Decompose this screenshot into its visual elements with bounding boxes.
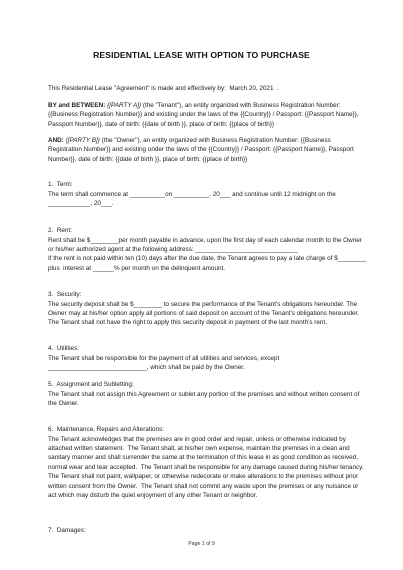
section-heading: 2. Rent:: [48, 227, 72, 234]
intro-paragraph: This Residential Lease "Agreement" is made and effectively by: March 20, 2021 .: [48, 85, 279, 92]
tenant-party-text: (the "Tenant"), an entity organized with Business Registration Number: {{Business Registration Number}} and existing under the laws of the {{Country}} / Passport: {{Passport Name}}, Passport Number}}, date of birth: {{date of birth }}, place of birth: {{place of birth}}: [48, 102, 361, 128]
owner-party-paragraph: [48, 136, 366, 164]
section-body: Rent shall be $________per month payable in advance, upon the first day of each calendar month to the Owner or his/her authorized agent at the following address: _____________________________ If the rent is not paid within ten (10) days after the due date, the Tenant agrees to pay a late charge of $________ plus interest at ______% per month on the delinquent amount.: [48, 236, 366, 272]
page-number-footer: Page 1 of 9: [188, 541, 215, 547]
owner-placeholder: {[PARTY B]}: [65, 137, 100, 144]
section-body: The term shall commence at __________on __________, 20___ and continue until 12 midnight on the ____________, 20___.: [48, 190, 338, 207]
section-heading: 7. Damages:: [48, 527, 86, 534]
owner-party-text: (the "Owner"), an entity organized with Business Registration Number: {{Business Registration Number}} and existing under the laws of the {{Country}} / Passport: {{Passport Name}}, Passport Number}}, date of birth: {{date of birth }}, place of birth: {{place of birth}}: [48, 137, 356, 163]
section-body: The Tenant acknowledges that the premises are in good order and repair, unless or otherwise indicated by attached written statement. The Tenant shall, at his/her own expense, maintain the premises in a clean and sanitary manner and shall surrender the same at the termination of this lease in as good condition as received, normal wear and tear accepted. The Tenant shall be responsible for any damage caused during his/her tenancy. The Tenant shall not paint, wallpaper, or otherwise redecorate or make alterations to the premises without prior written consent from the Owner. The Tenant shall not commit any waste upon the premises or any nuisance or act which may disturb the quiet enjoyment of any other Tenant or neighbor.: [48, 435, 368, 499]
tenant-party-paragraph: [48, 101, 366, 129]
and-label: AND:: [48, 137, 64, 144]
document-title: RESIDENTIAL LEASE WITH OPTION TO PURCHASE: [93, 50, 310, 60]
section-heading: 3. Security:: [48, 291, 82, 298]
section-body: The security deposit shall be $________ to secure the performance of the Tenant's obligations hereunder. The Owner may at his/her option apply all portions of said deposit on account of the Tenant's obligations hereunder. The Tenant shall not have the right to apply this security deposit in payment of the last month's rent.: [48, 300, 361, 327]
tenant-placeholder: {[PARTY A]}: [107, 102, 142, 109]
by-between-label: BY and BETWEEN:: [48, 102, 106, 109]
section-heading: 5. Assignment and Subletting:: [48, 381, 134, 388]
section-body: The Tenant shall not assign this Agreement or sublet any portion of the premises and without written consent of the Owner.: [48, 390, 362, 407]
section-heading: 1. Term:: [48, 181, 73, 188]
section-body: The Tenant shall be responsible for the payment of all utilities and services, except ____________________________, which shall be paid by the Owner.: [48, 354, 281, 371]
section-heading: 6. Maintenance, Repairs and Alterations:: [48, 426, 165, 433]
section-heading: 4. Utilities:: [48, 345, 80, 352]
